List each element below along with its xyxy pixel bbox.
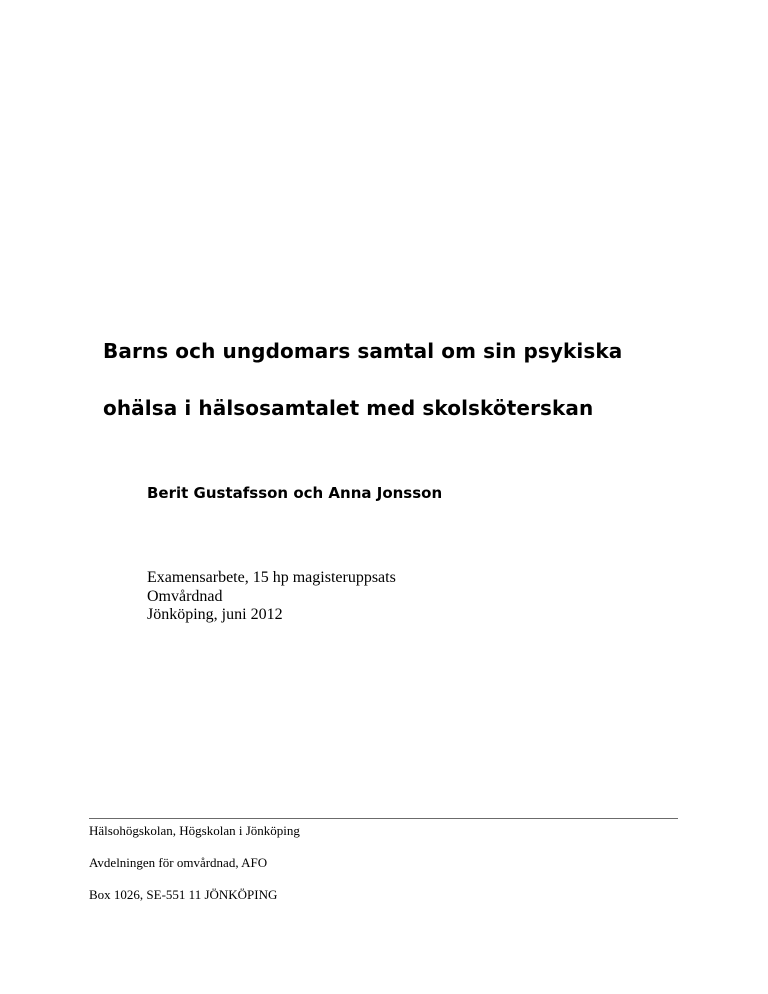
footer-divider xyxy=(89,818,678,819)
place-date: Jönköping, juni 2012 xyxy=(147,606,283,623)
title-line-2: ohälsa i hälsosamtalet med skolsköterskan xyxy=(103,396,594,420)
authors: Berit Gustafsson och Anna Jonsson xyxy=(147,484,443,502)
footer-institution: Hälsohögskolan, Högskolan i Jönköping xyxy=(89,823,300,838)
thesis-info xyxy=(147,569,396,625)
subject: Omvårdnad xyxy=(147,587,223,605)
title-line-1: Barns och ungdomars samtal om sin psykiska xyxy=(103,339,623,363)
thesis-type: Examensarbete, 15 hp magisteruppsats xyxy=(147,569,396,586)
footer-department: Avdelningen för omvårdnad, AFO xyxy=(89,855,268,870)
footer-address: Box 1026, SE-551 11 JÖNKÖPING xyxy=(89,887,278,902)
